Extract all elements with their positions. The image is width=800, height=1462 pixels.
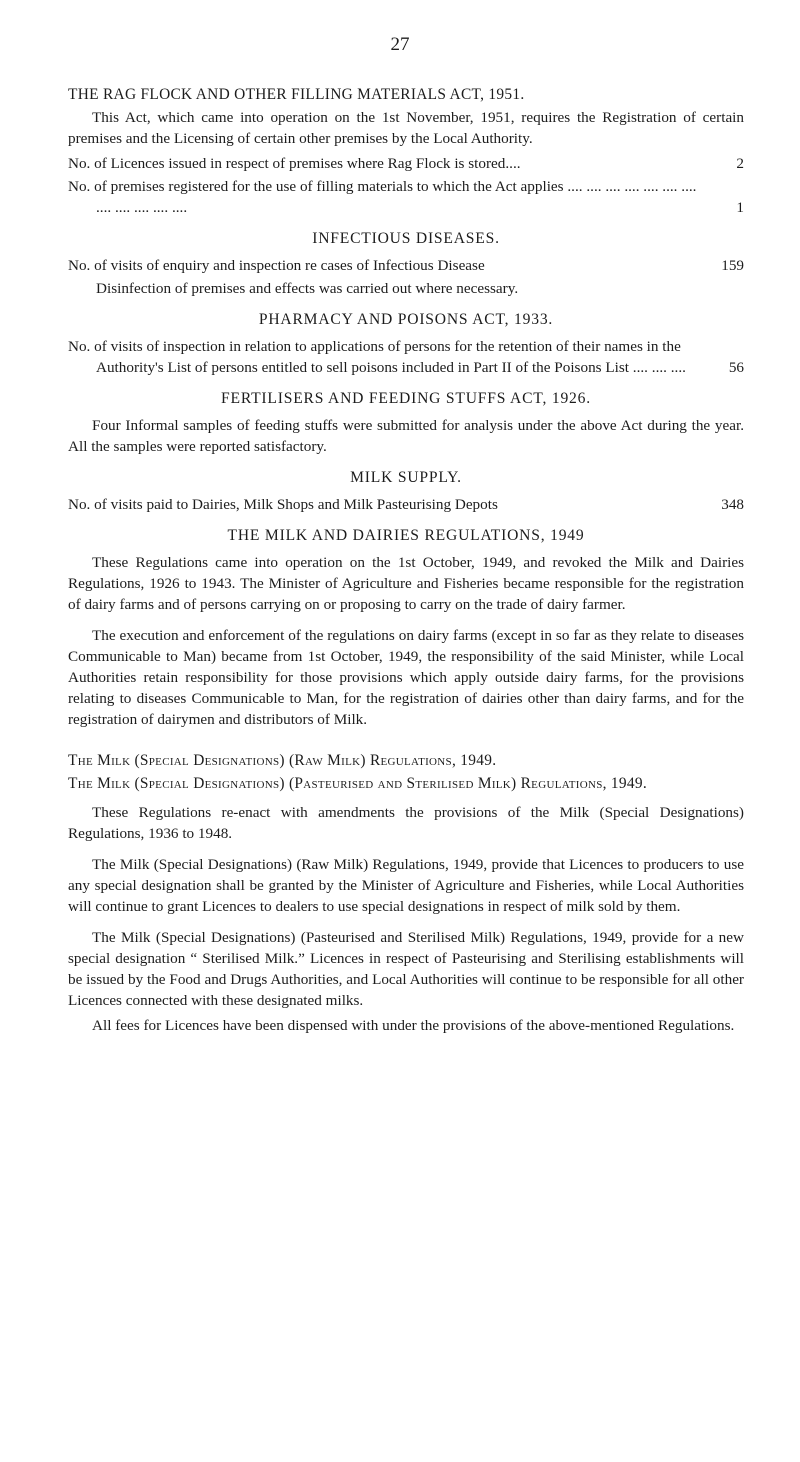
milk-dairies-para-1: These Regulations came into operation on the 1st October, 1949, and revoked the Milk and Dairies Regulations, 1926 to 1943. The Minister of Agriculture and Fisheries became responsible for the registration of dairy farms and of persons carrying on or proposing to carry on the trade of dairy farmer. [68,554,744,613]
special-para-2: The Milk (Special Designations) (Raw Milk) Regulations, 1949, provide that Licences to producers to use any special designation shall be granted by the Minister of Agriculture and Fisheries, while Local Authorities will continue to grant Licences to dealers to use special designations in respect of milk sold by them. [68,856,744,915]
infectious-item [68,255,744,276]
rag-flock-item-label: No. of premises registered for the use of filling materials to which the Act applies .... .... .... .... .... .... .... .... .... .... .... .... [68,178,697,216]
special-para-3: The Milk (Special Designations) (Pasteurised and Sterilised Milk) Regulations, 1949, provide for a new special designation “ Sterilised Milk.” Licences in respect of Pasteurising and Sterilising establishments will be issued by the Food and Drugs Authorities, and Local Authorities will continue to be responsible for all other Licences connected with these designated milks. [68,929,744,1009]
pharmacy-item-label: No. of visits of inspection in relation to applications of persons for the retention of their names in the Authority's List of persons entitled to sell poisons included in Part II of the Poisons List .... .... .... [68,338,686,376]
rag-flock-item-licences [68,153,744,174]
pharmacy-heading: PHARMACY AND POISONS ACT, 1933. [258,311,554,328]
milk-supply-item-label: No. of visits paid to Dairies, Milk Shops and Milk Pasteurising Depots [68,496,498,513]
infectious-note: Disinfection of premises and effects was carried out where necessary. [96,280,519,297]
infectious-item-label: No. of visits of enquiry and inspection re cases of Infectious Disease [68,257,485,274]
milk-supply-item [68,494,744,515]
page-number: 27 [390,34,410,55]
rag-flock-heading: THE RAG FLOCK AND OTHER FILLING MATERIALS ACT, 1951. [68,86,525,103]
special-para-1: These Regulations re-enact with amendments the provisions of the Milk (Special Designations) Regulations, 1936 to 1948. [68,804,744,842]
page-content [68,84,744,1040]
special-para-4: All fees for Licences have been dispensed with under the provisions of the above-mentioned Regulations. [92,1017,735,1034]
milk-supply-heading: MILK SUPPLY. [350,469,462,486]
milk-supply-item-value: 348 [721,496,744,513]
milk-dairies-heading: THE MILK AND DAIRIES REGULATIONS, 1949 [227,527,585,544]
special-heading-pasteurised: The Milk (Special Designations) (Pasteurised and Sterilised Milk) Regulations, 1949. [68,775,648,792]
milk-dairies-para-2: The execution and enforcement of the regulations on dairy farms (except in so far as they relate to diseases Communicable to Man) became from 1st October, 1949, the responsibility of the said Minister, while Local Authorities retain responsibility for those provisions which apply outside dairy farms, for the provisions relating to diseases Communicable to Man, for the registration of dairies other than dairy farms, and for the registration of dairymen and distributors of Milk. [68,627,744,728]
rag-flock-item-value: 1 [736,199,744,216]
rag-flock-intro: This Act, which came into operation on the 1st November, 1951, requires the Registration of certain premises and the Licensing of certain other premises by the Local Authority. [68,109,744,147]
infectious-heading: INFECTIOUS DISEASES. [312,230,500,247]
rag-flock-item-premises [68,176,744,218]
infectious-item-value: 159 [721,257,744,274]
special-heading-raw: The Milk (Special Designations) (Raw Milk) Regulations, 1949. [68,752,497,769]
fertilisers-text: Four Informal samples of feeding stuffs were submitted for analysis under the above Act during the year. All the samples were reported satisfactory. [68,417,744,455]
rag-flock-item-label: No. of Licences issued in respect of premises where Rag Flock is stored.... [68,155,521,172]
fertilisers-heading: FERTILISERS AND FEEDING STUFFS ACT, 1926. [221,390,591,407]
rag-flock-item-value: 2 [736,155,744,172]
pharmacy-item-value: 56 [728,359,744,376]
pharmacy-item [68,336,744,378]
